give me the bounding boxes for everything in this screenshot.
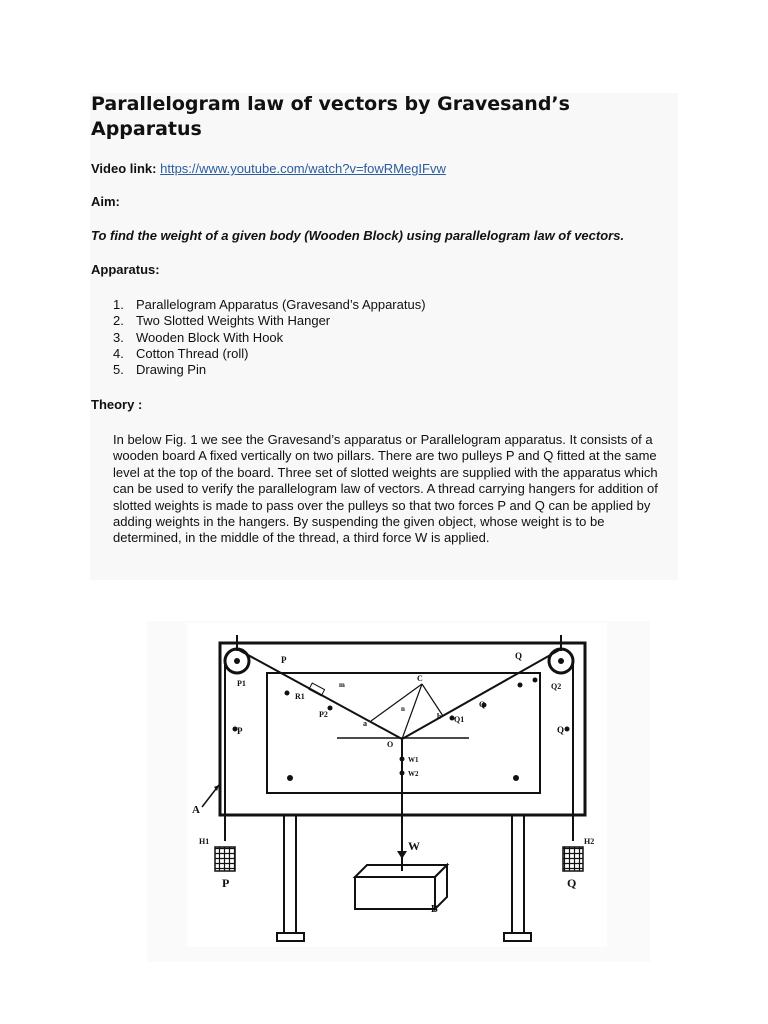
label-m: m [339, 681, 345, 689]
label-Q1: Q1 [454, 715, 465, 724]
label-P2: P2 [319, 710, 328, 719]
label-P-weight: P [222, 876, 230, 890]
theory-paragraph: In below Fig. 1 we see the Gravesand’s apparatus or Parallelogram apparatus. It consists of a wooden board A fixed vertically on two pillars. There are two pulleys P and Q fitted at the same level at the top of the board. Three set of slotted weights are supplied with the apparatus which can be used to verify the parallelogram law of vectors. A thread carrying hangers for addition of slotted weights is made to pass over the pulleys so that two forces P and Q can be applied by adding weights in the hangers. By suspending the given object, whose weight is to be determined, in the middle of the thread, a third force W is applied. [113, 432, 658, 546]
label-R1: R1 [295, 692, 305, 701]
label-W2: W2 [408, 770, 419, 778]
label-W1: W1 [408, 756, 419, 764]
label-n: n [401, 705, 405, 713]
list-item [113, 362, 426, 378]
apparatus-diagram [147, 621, 650, 962]
list-item-text: Parallelogram Apparatus (Gravesand’s Apparatus) [136, 297, 426, 312]
list-item-text: Cotton Thread (roll) [136, 345, 249, 361]
page-title: Parallelogram law of vectors by Gravesand’s Apparatus [91, 93, 570, 140]
label-Q-top: Q [515, 651, 523, 661]
label-C: C [417, 674, 423, 683]
list-item-number: 3. [113, 329, 124, 345]
video-link-url[interactable]: https://www.youtube.com/watch?v=fowRMegIFvw [160, 161, 446, 176]
list-item-number: 5. [113, 362, 124, 378]
apparatus-figure [147, 621, 650, 962]
label-B: B [431, 904, 438, 915]
list-item-number: 1. [113, 297, 124, 312]
label-P1: P1 [237, 679, 246, 688]
wooden-block [355, 859, 447, 909]
list-item-text: Drawing Pin [136, 362, 207, 378]
right-pillar-base [504, 933, 531, 941]
video-link-label: Video link: [91, 161, 157, 176]
label-Q-mid: Q [479, 700, 486, 709]
list-item [113, 330, 426, 346]
list-item [113, 346, 426, 362]
video-link-line [91, 160, 446, 177]
aim-text: To find the weight of a given body (Wooden Block) using parallelogram law of vectors. [91, 228, 625, 243]
list-item-text: Two Slotted Weights With Hanger [136, 313, 331, 329]
list-item-number: 2. [113, 313, 124, 329]
list-item [113, 313, 426, 329]
label-A: A [192, 804, 200, 816]
label-P-side: P [237, 726, 243, 736]
list-item-text: Wooden Block With Hook [136, 329, 284, 345]
list-item-number: 4. [113, 345, 124, 361]
apparatus-heading: Apparatus: [91, 262, 160, 277]
aim-heading: Aim: [91, 194, 120, 209]
label-b: b [437, 712, 442, 721]
apparatus-list [113, 297, 426, 378]
label-W: W [408, 839, 420, 853]
theory-heading: Theory : [91, 397, 143, 412]
label-Q-side: Q [557, 725, 565, 735]
left-pillar-base [277, 933, 304, 941]
list-item [113, 297, 426, 313]
label-H1: H1 [199, 837, 210, 846]
label-O: O [387, 740, 394, 749]
label-H2: H2 [584, 837, 595, 846]
label-P-top: P [281, 655, 287, 665]
label-a: a [363, 719, 367, 728]
label-Q-weight: Q [567, 876, 577, 890]
label-Q2: Q2 [551, 682, 562, 691]
